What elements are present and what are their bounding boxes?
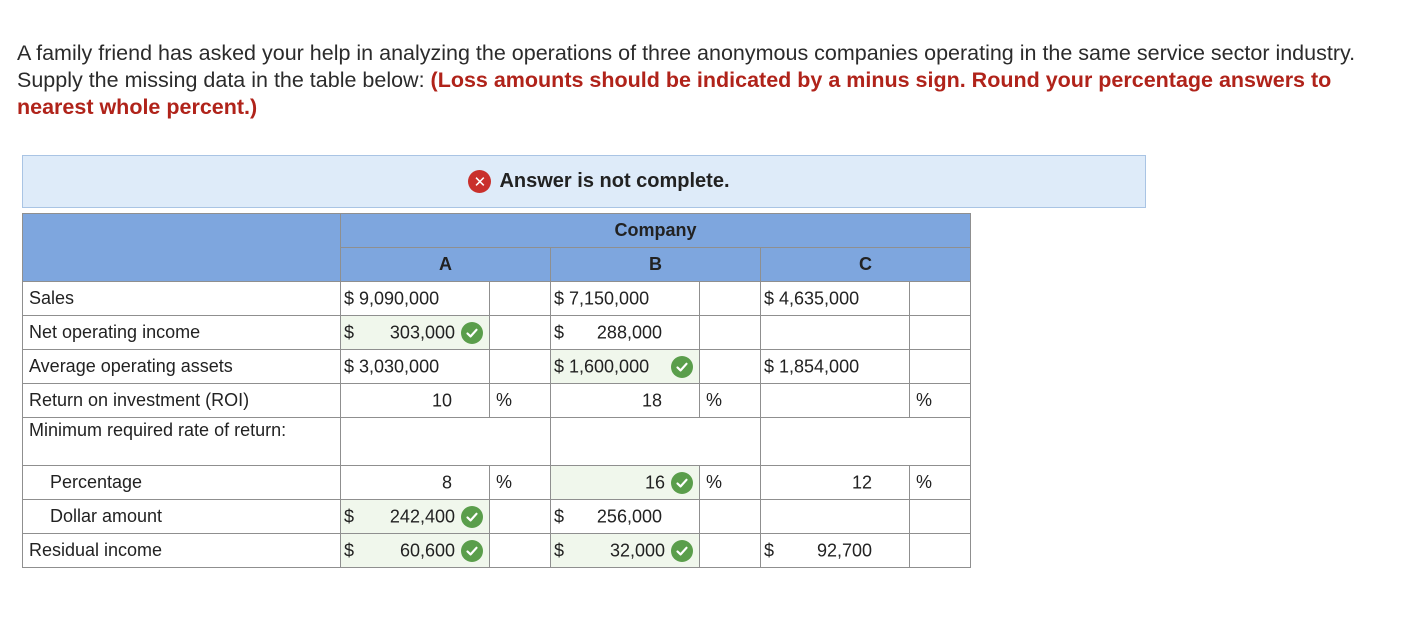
residual-a-currency: $ bbox=[344, 540, 355, 560]
min-rate-c-cell bbox=[761, 418, 971, 466]
table-row-residual bbox=[23, 534, 971, 568]
residual-a-input[interactable] bbox=[341, 534, 490, 568]
header-company: Company bbox=[341, 214, 971, 248]
table-row-sales bbox=[23, 282, 971, 316]
noi-b-cell bbox=[551, 316, 700, 350]
row-label-min-rate: Minimum required rate of return: bbox=[23, 418, 341, 466]
percentage-b-unit: % bbox=[700, 466, 761, 500]
residual-b-unit bbox=[700, 534, 761, 568]
noi-c-unit bbox=[910, 316, 971, 350]
row-label-assets: Average operating assets bbox=[23, 350, 341, 384]
dollar-a-unit bbox=[490, 500, 551, 534]
dollar-a-currency: $ bbox=[344, 506, 355, 526]
dollar-a-input[interactable] bbox=[341, 500, 490, 534]
sales-b-cell bbox=[551, 282, 700, 316]
row-label-percentage: Percentage bbox=[23, 466, 341, 500]
residual-b-currency: $ bbox=[554, 540, 565, 560]
roi-c-input[interactable] bbox=[761, 384, 910, 418]
assets-a-cell bbox=[341, 350, 490, 384]
sales-c-unit bbox=[910, 282, 971, 316]
dollar-c-unit bbox=[910, 500, 971, 534]
percentage-a-unit: % bbox=[490, 466, 551, 500]
check-icon bbox=[671, 540, 693, 562]
percentage-a-value: 8 bbox=[441, 472, 452, 492]
residual-b-value: 32,000 bbox=[609, 540, 665, 560]
header-col-b: B bbox=[551, 248, 761, 282]
check-icon bbox=[461, 322, 483, 344]
x-circle-icon: ✕ bbox=[468, 170, 491, 193]
prompt-text: A family friend has asked your help in analyzing the operations of three anonymous companies operating in the same service sector industry. Supply the missing data in the table below: bbox=[17, 41, 1356, 92]
noi-a-currency: $ bbox=[344, 322, 355, 342]
sales-c-cell bbox=[761, 282, 910, 316]
residual-a-value: 60,600 bbox=[399, 540, 455, 560]
assets-c-unit bbox=[910, 350, 971, 384]
dollar-a-value: 242,400 bbox=[389, 506, 455, 526]
noi-b-value: 288,000 bbox=[596, 322, 662, 342]
check-icon bbox=[461, 540, 483, 562]
residual-b-input[interactable] bbox=[551, 534, 700, 568]
table-row-percentage bbox=[23, 466, 971, 500]
assets-c-value: $ 1,854,000 bbox=[764, 356, 860, 376]
check-icon bbox=[671, 356, 693, 378]
roi-c-unit: % bbox=[910, 384, 971, 418]
answer-status-banner bbox=[22, 155, 1146, 208]
banner-text: Answer is not complete. bbox=[499, 170, 730, 192]
dollar-b-cell bbox=[551, 500, 700, 534]
roi-b-value: 18 bbox=[641, 390, 662, 410]
roi-b-cell bbox=[551, 384, 700, 418]
roi-a-cell bbox=[341, 384, 490, 418]
assets-b-unit bbox=[700, 350, 761, 384]
row-label-residual: Residual income bbox=[23, 534, 341, 568]
header-col-a: A bbox=[341, 248, 551, 282]
question-prompt bbox=[17, 40, 1402, 121]
sales-a-unit bbox=[490, 282, 551, 316]
header-col-c: C bbox=[761, 248, 971, 282]
row-label-noi: Net operating income bbox=[23, 316, 341, 350]
table-row-roi bbox=[23, 384, 971, 418]
roi-b-unit: % bbox=[700, 384, 761, 418]
table-row-assets bbox=[23, 350, 971, 384]
min-rate-b-cell bbox=[551, 418, 761, 466]
residual-c-unit bbox=[910, 534, 971, 568]
noi-a-input[interactable] bbox=[341, 316, 490, 350]
roi-a-value: 10 bbox=[431, 390, 452, 410]
assets-b-input[interactable] bbox=[551, 350, 700, 384]
dollar-b-value: 256,000 bbox=[596, 506, 662, 526]
assets-a-unit bbox=[490, 350, 551, 384]
percentage-b-input[interactable] bbox=[551, 466, 700, 500]
min-rate-a-cell bbox=[341, 418, 551, 466]
dollar-b-unit bbox=[700, 500, 761, 534]
sales-b-unit bbox=[700, 282, 761, 316]
row-label-roi: Return on investment (ROI) bbox=[23, 384, 341, 418]
table-row-min-rate bbox=[23, 418, 971, 466]
row-label-sales: Sales bbox=[23, 282, 341, 316]
sales-a-cell bbox=[341, 282, 490, 316]
sales-a-value: $ 9,090,000 bbox=[344, 288, 440, 308]
assets-b-value: $ 1,600,000 bbox=[554, 356, 650, 376]
header-row-company bbox=[23, 214, 971, 248]
noi-a-value: 303,000 bbox=[389, 322, 455, 342]
residual-c-value: 92,700 bbox=[816, 540, 872, 560]
noi-c-input[interactable] bbox=[761, 316, 910, 350]
assets-a-value: $ 3,030,000 bbox=[344, 356, 440, 376]
residual-c-cell bbox=[761, 534, 910, 568]
row-label-dollar: Dollar amount bbox=[23, 500, 341, 534]
table-row-dollar bbox=[23, 500, 971, 534]
dollar-c-input[interactable] bbox=[761, 500, 910, 534]
sales-c-value: $ 4,635,000 bbox=[764, 288, 860, 308]
percentage-b-value: 16 bbox=[644, 472, 665, 492]
noi-b-currency: $ bbox=[554, 322, 565, 342]
residual-a-unit bbox=[490, 534, 551, 568]
header-blank bbox=[23, 214, 341, 282]
data-table bbox=[22, 213, 971, 568]
residual-c-currency: $ bbox=[764, 540, 775, 560]
roi-a-unit: % bbox=[490, 384, 551, 418]
table-row-noi bbox=[23, 316, 971, 350]
prompt-instruction: (Loss amounts should be indicated by a minus sign. Round your percentage answers to nearest whole percent.) bbox=[17, 68, 1332, 119]
percentage-c-cell bbox=[761, 466, 910, 500]
percentage-a-cell bbox=[341, 466, 490, 500]
percentage-c-unit: % bbox=[910, 466, 971, 500]
assets-c-cell bbox=[761, 350, 910, 384]
noi-b-unit bbox=[700, 316, 761, 350]
check-icon bbox=[461, 506, 483, 528]
sales-b-value: $ 7,150,000 bbox=[554, 288, 650, 308]
noi-a-unit bbox=[490, 316, 551, 350]
dollar-b-currency: $ bbox=[554, 506, 565, 526]
check-icon bbox=[671, 472, 693, 494]
percentage-c-value: 12 bbox=[851, 472, 872, 492]
